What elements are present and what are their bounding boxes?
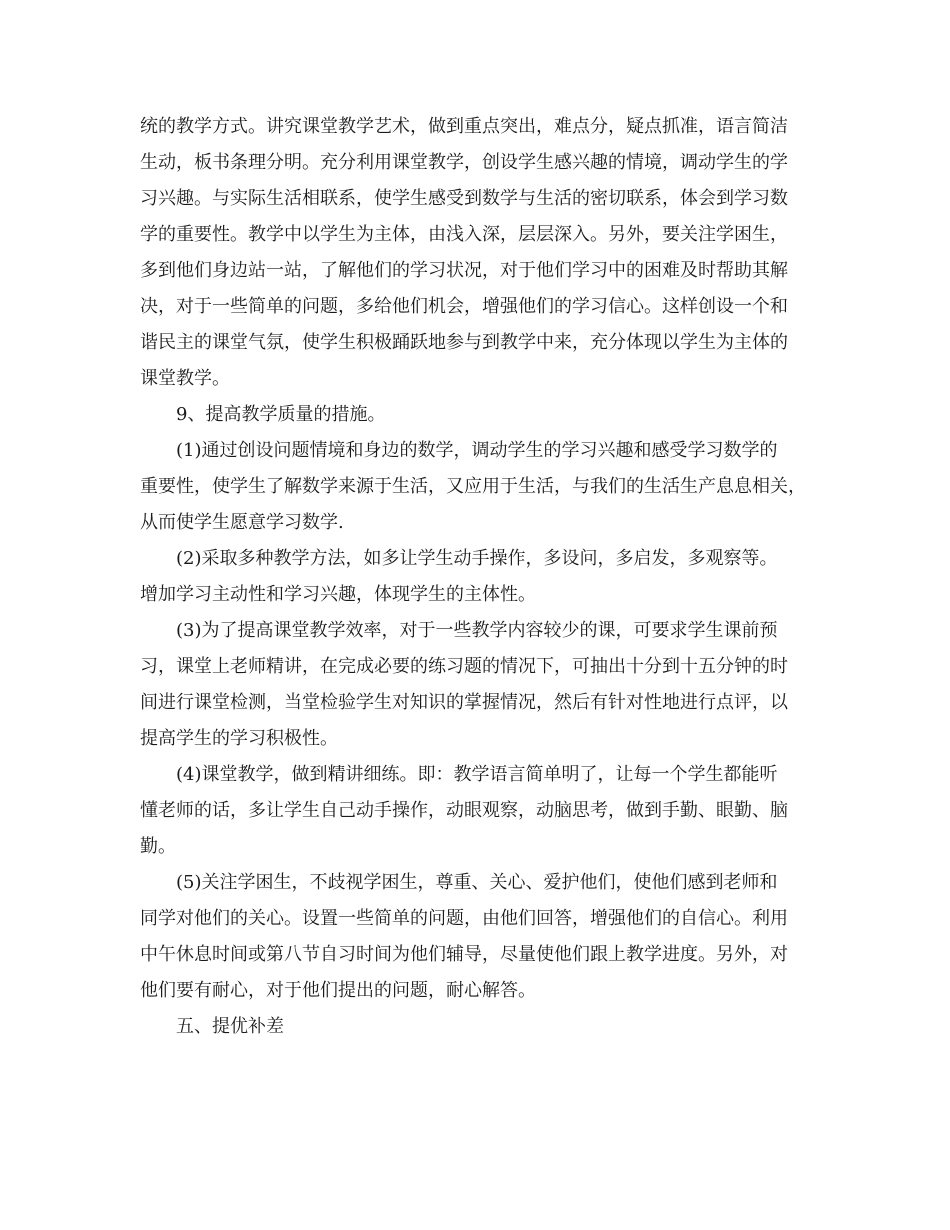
paragraph-line: 懂老师的话，多让学生自己动手操作，动眼观察，动脑思考，做到手勤、眼勤、脑: [140, 800, 788, 821]
paragraph-line: (3)为了提高课堂教学效率，对于一些教学内容较少的课，可要求学生课前预: [176, 620, 778, 641]
paragraph-line: 决，对于一些简单的问题，多给他们机会，增强他们的学习信心。这样创设一个和: [140, 296, 788, 317]
paragraph-line: (4)课堂教学，做到精讲细练。即：教学语言简单明了，让每一个学生都能听: [176, 764, 778, 785]
paragraph-line: 生动，板书条理分明。充分利用课堂教学，创设学生感兴趣的情境，调动学生的学: [140, 152, 788, 173]
paragraph-line: 从而使学生愿意学习数学.: [140, 512, 344, 533]
paragraph-line: 多到他们身边站一站，了解他们的学习状况，对于他们学习中的困难及时帮助其解: [140, 260, 788, 281]
document-body: [140, 109, 820, 1045]
paragraph-line: 增加学习主动性和学习兴趣，体现学生的主体性。: [140, 584, 536, 605]
paragraph-line: 习，课堂上老师精讲，在完成必要的练习题的情况下，可抽出十分到十五分钟的时: [140, 656, 788, 677]
paragraph-line: (5)关注学困生，不歧视学困生，尊重、关心、爱护他们，使他们感到老师和: [176, 872, 778, 893]
section-heading: 9、提高教学质量的措施。: [176, 404, 386, 425]
paragraph-line: 习兴趣。与实际生活相联系，使学生感受到数学与生活的密切联系，体会到学习数: [140, 188, 788, 209]
paragraph-line: 学的重要性。教学中以学生为主体，由浅入深，层层深入。另外，要关注学困生，: [140, 224, 788, 245]
paragraph-line: 重要性，使学生了解数学来源于生活，又应用于生活，与我们的生活生产息息相关，: [140, 476, 806, 497]
paragraph-line: 勤。: [140, 836, 176, 857]
paragraph-line: (2)采取多种教学方法，如多让学生动手操作，多设问，多启发，多观察等。: [176, 548, 778, 569]
paragraph-line: 同学对他们的关心。设置一些简单的问题，由他们回答，增强他们的自信心。利用: [140, 908, 788, 929]
paragraph-line: 统的教学方式。讲究课堂教学艺术，做到重点突出，难点分，疑点抓准，语言简洁: [140, 116, 788, 137]
paragraph-line: 间进行课堂检测，当堂检验学生对知识的掌握情况，然后有针对性地进行点评，以: [140, 692, 788, 713]
paragraph-line: (1)通过创设问题情境和身边的数学，调动学生的学习兴趣和感受学习数学的: [176, 440, 778, 461]
paragraph-line: 中午休息时间或第八节自习时间为他们辅导，尽量使他们跟上教学进度。另外，对: [140, 944, 788, 965]
paragraph-line: 提高学生的学习积极性。: [140, 728, 338, 749]
paragraph-line: 课堂教学。: [140, 368, 230, 389]
paragraph-line: 他们要有耐心，对于他们提出的问题，耐心解答。: [140, 980, 536, 1001]
paragraph-line: 谐民主的课堂气氛，使学生积极踊跃地参与到教学中来，充分体现以学生为主体的: [140, 332, 788, 353]
section-heading: 五、提优补差: [176, 1016, 284, 1037]
